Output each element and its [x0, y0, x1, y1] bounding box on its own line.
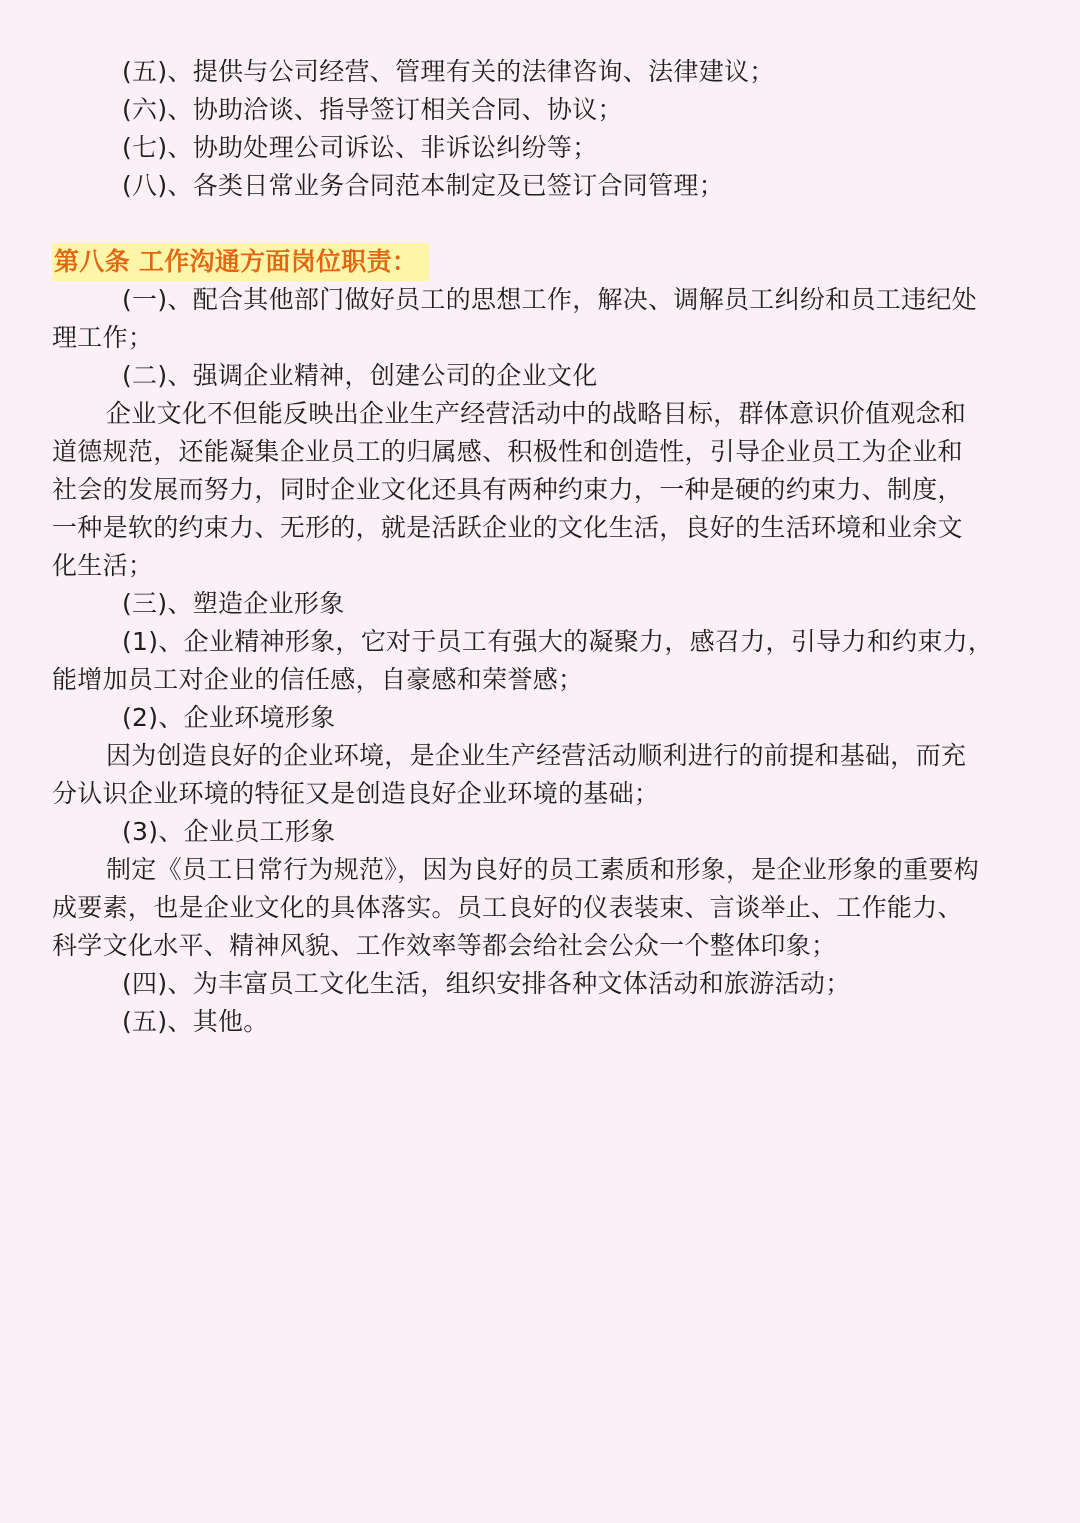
text-line: (七)、协助处理公司诉讼、非诉讼纠纷等； [122, 133, 598, 162]
text-line: 理工作； [52, 323, 154, 352]
document-content [52, 53, 1028, 1041]
text-line: 能增加员工对企业的信任感，自豪感和荣誉感； [52, 665, 584, 694]
text-line: (四)、为丰富员工文化生活，组织安排各种文体活动和旅游活动； [122, 969, 851, 998]
text-line: (六)、协助洽谈、指导签订相关合同、协议； [122, 95, 623, 124]
text-line: (2)、企业环境形象 [122, 703, 336, 732]
text-line: (五)、其他。 [122, 1007, 269, 1036]
text-line: 道德规范，还能凝集企业员工的归属感、积极性和创造性，引导企业员工为企业和 [52, 437, 963, 466]
text-line: 制定《员工日常行为规范》，因为良好的员工素质和形象，是企业形象的重要构 [106, 855, 980, 884]
text-line: (三)、塑造企业形象 [122, 589, 345, 618]
paragraph-gap [52, 205, 1028, 243]
article-heading-row [52, 243, 1028, 281]
text-line: 企业文化不但能反映出企业生产经营活动中的战略目标，群体意识价值观念和 [106, 399, 967, 428]
article-heading: 第八条 工作沟通方面岗位职责： [52, 243, 429, 281]
text-line: 社会的发展而努力，同时企业文化还具有两种约束力，一种是硬的约束力、制度， [52, 475, 963, 504]
text-line: 成要素，也是企业文化的具体落实。员工良好的仪表装束、言谈举止、工作能力、 [52, 893, 963, 922]
text-line: 科学文化水平、精神风貌、工作效率等都会给社会公众一个整体印象； [52, 931, 837, 960]
text-line: 因为创造良好的企业环境，是企业生产经营活动顺利进行的前提和基础，而充 [106, 741, 967, 770]
text-line: (1)、企业精神形象，它对于员工有强大的凝聚力，感召力，引导力和约束力， [122, 627, 994, 656]
text-line: (一)、配合其他部门做好员工的思想工作，解决、调解员工纠纷和员工违纪处 [122, 285, 978, 314]
text-line: 化生活； [52, 551, 154, 580]
text-line: 一种是软的约束力、无形的，就是活跃企业的文化生活，良好的生活环境和业余文 [52, 513, 963, 542]
text-line: (五)、提供与公司经营、管理有关的法律咨询、法律建议； [122, 57, 775, 86]
text-line: (八)、各类日常业务合同范本制定及已签订合同管理； [122, 171, 725, 200]
text-line: (二)、强调企业精神，创建公司的企业文化 [122, 361, 598, 390]
text-line: 分认识企业环境的特征又是创造良好企业环境的基础； [52, 779, 660, 808]
text-line: (3)、企业员工形象 [122, 817, 336, 846]
